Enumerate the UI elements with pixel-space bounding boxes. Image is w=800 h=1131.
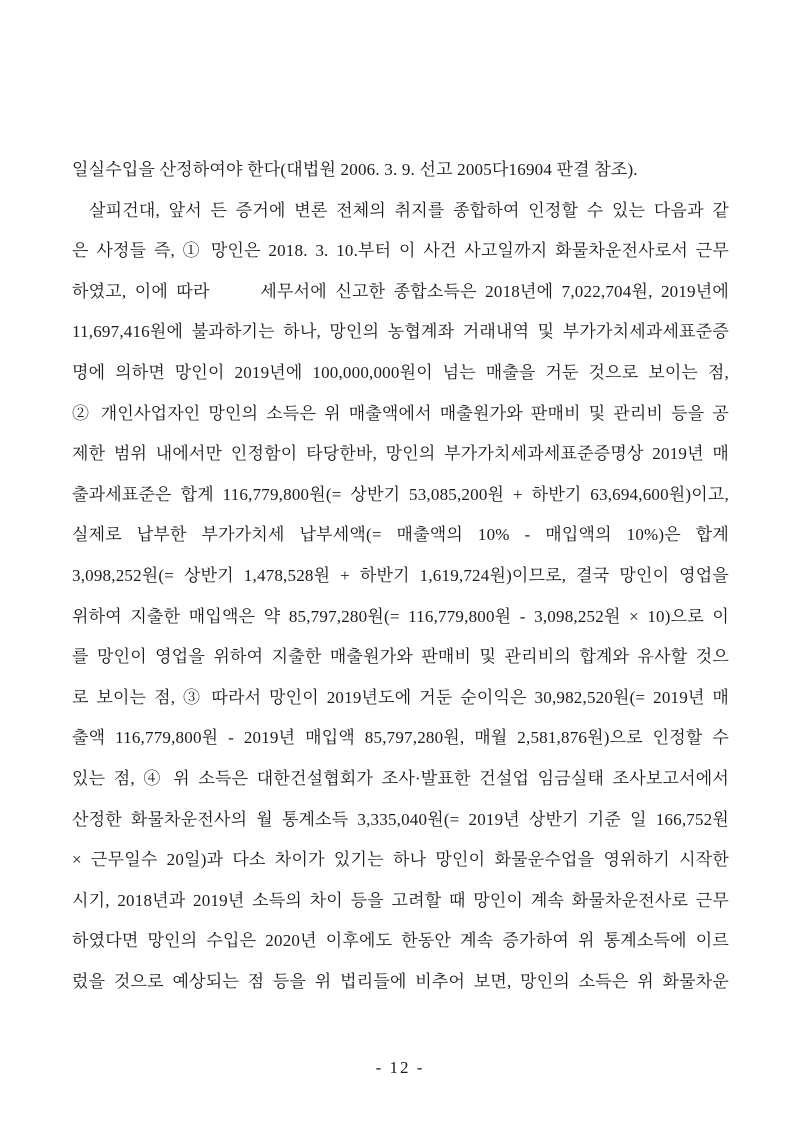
text-line: 살피건대, 앞서 든 증거에 변론 전체의 취지를 종합하여 인정할 수 있는 다음과 같	[89, 200, 729, 220]
text-line: × 근무일수 20일)과 다소 차이가 있기는 하나 망인이 화물운수업을 영위하기 시작한	[72, 850, 729, 870]
text-line: 로 보이는 점, ③ 따라서 망인이 2019년도에 거둔 순이익은 30,982,520원(= 2019년 매	[72, 687, 729, 707]
text-line: 실제로 납부한 부가가치세 납부세액(= 매출액의 10% - 매입액의 10%)은 합계	[72, 525, 729, 545]
text-line: 은 사정들 즉, ① 망인은 2018. 3. 10.부터 이 사건 사고일까지 화물차운전사로서 근무	[72, 241, 729, 261]
text-line: 산정한 화물차운전사의 월 통계소득 3,335,040원(= 2019년 상반기 기준 일 166,752원	[72, 809, 729, 829]
text-line: 위하여 지출한 매입액은 약 85,797,280원(= 116,779,800원 - 3,098,252원 × 10)으로 이	[72, 606, 729, 626]
text-line: 하였고, 이에 따라 세무서에 신고한 종합소득은 2018년에 7,022,704원, 2019년에	[72, 281, 729, 301]
text-line: 명에 의하면 망인이 2019년에 100,000,000원이 넘는 매출을 거둔 것으로 보이는 점,	[72, 362, 729, 382]
text-line: 하였다면 망인의 수입은 2020년 이후에도 한동안 계속 증가하여 위 통계소득에 이르	[72, 931, 729, 951]
text-line: 출액 116,779,800원 - 2019년 매입액 85,797,280원, 매월 2,581,876원)으로 인정할 수	[72, 728, 729, 748]
text-line: 3,098,252원(= 상반기 1,478,528원 + 하반기 1,619,724원)이므로, 결국 망인이 영업을	[72, 565, 729, 585]
text-line: 일실수입을 산정하여야 한다(대법원 2006. 3. 9. 선고 2005다16904 판결 참조).	[72, 160, 638, 179]
text-line: 제한 범위 내에서만 인정함이 타당한바, 망인의 부가가치세과세표준증명상 2019년 매	[72, 444, 729, 464]
page-number: - 12 -	[375, 1058, 425, 1077]
text-line: 렀을 것으로 예상되는 점 등을 위 법리들에 비추어 보면, 망인의 소득은 위 화물차운	[72, 971, 729, 991]
text-line: 있는 점, ④ 위 소득은 대한건설협회가 조사·발표한 건설업 임금실태 조사보고서에서	[72, 768, 729, 788]
text-line: 11,697,416원에 불과하기는 하나, 망인의 농협계좌 거래내역 및 부가가치세과세표준증	[72, 322, 729, 342]
text-line: 시기, 2018년과 2019년 소득의 차이 등을 고려할 때 망인이 계속 화물차운전사로 근무	[72, 890, 729, 910]
text-line: 를 망인이 영업을 위하여 지출한 매출원가와 판매비 및 관리비의 합계와 유사할 것으	[72, 647, 729, 667]
text-line: 출과세표준은 합계 116,779,800원(= 상반기 53,085,200원 + 하반기 63,694,600원)이고,	[72, 484, 729, 504]
text-line: ② 개인사업자인 망인의 소득은 위 매출액에서 매출원가와 판매비 및 관리비 등을 공	[72, 403, 729, 423]
body-text	[72, 150, 729, 1002]
